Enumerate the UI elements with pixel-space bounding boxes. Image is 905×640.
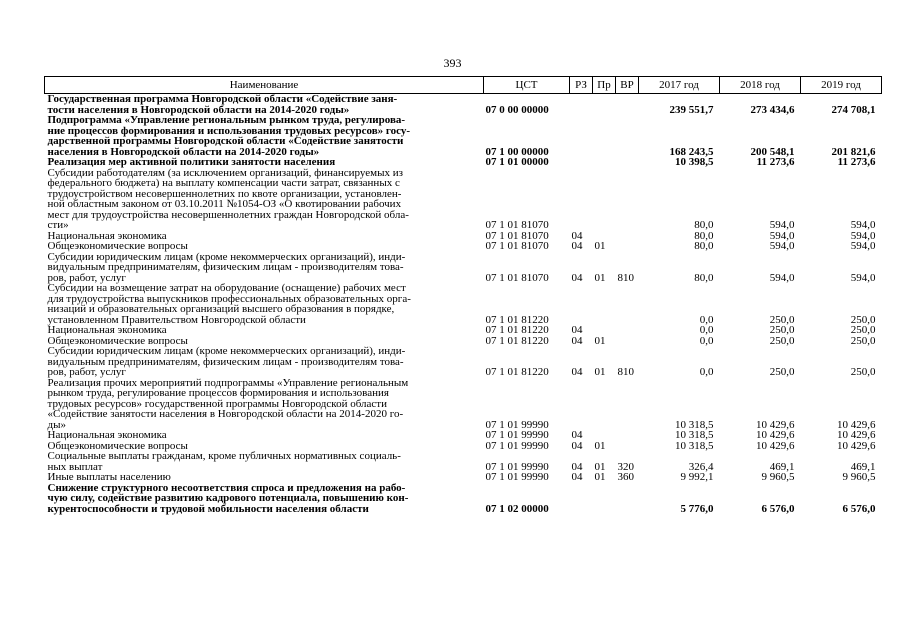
row-2017: 0,0 <box>699 313 714 326</box>
header-pr: Пр <box>593 77 616 94</box>
table-row <box>45 472 882 483</box>
row-2019: 201 821,6 <box>831 145 876 158</box>
row-vr <box>616 336 639 347</box>
row-rz: 04 <box>571 324 583 336</box>
table-row <box>45 252 882 284</box>
row-cst: 07 1 01 81070 <box>485 229 549 242</box>
row-2019: 469,1 <box>850 460 876 473</box>
row-name-line: Общеэкономические вопросы <box>47 240 188 252</box>
row-rz: 04 <box>571 429 583 441</box>
row-2019: 274 708,1 <box>831 103 876 116</box>
row-name-line: установленном Правительством Новгородской области <box>47 313 306 326</box>
row-2019: 10 429,6 <box>837 429 876 441</box>
row-2019: 250,0 <box>850 366 876 378</box>
row-rz <box>570 115 593 157</box>
row-vr: 360 <box>617 471 634 483</box>
row-cst: 07 1 01 00000 <box>485 156 549 168</box>
row-2019: 6 576,0 <box>842 502 876 515</box>
row-pr <box>593 378 616 431</box>
row-name-line: Субсидии юридическим лицам (кроме некоммерческих организаций), инди- <box>47 345 406 357</box>
row-2018: 250,0 <box>769 334 795 347</box>
row-vr: 810 <box>617 271 634 284</box>
row-name-line: чую силу, содействие развитию кадрового потенциала, повышению кон- <box>47 492 409 504</box>
page-number: 393 <box>443 56 462 70</box>
header-2017: 2017 год <box>639 77 720 94</box>
row-2018: 11 273,6 <box>756 156 795 168</box>
row-2017: 80,0 <box>694 219 714 231</box>
row-name-line: видуальным предпринимателям, физическим лицам - производителям това- <box>47 261 404 273</box>
row-name <box>45 94 484 116</box>
row-2018: 250,0 <box>769 366 795 378</box>
row-cst: 07 0 00 00000 <box>485 103 549 116</box>
table-row <box>45 325 882 336</box>
row-cst: 07 1 01 81220 <box>485 334 549 347</box>
row-rz: 04 <box>571 240 583 252</box>
row-cst: 07 1 01 99990 <box>485 471 549 483</box>
row-2018: 250,0 <box>769 324 795 336</box>
row-2019: 10 429,6 <box>837 418 876 431</box>
row-2019: 594,0 <box>850 271 876 284</box>
row-vr <box>616 378 639 431</box>
row-name-line: рынком труда, регулирование процессов формирования и использования <box>47 387 389 399</box>
row-cst: 07 1 01 81220 <box>485 313 549 326</box>
row-name <box>45 241 484 252</box>
row-name <box>45 283 484 325</box>
row-pr: 01 <box>594 439 606 452</box>
table-row <box>45 483 882 515</box>
row-cst: 07 1 01 81220 <box>485 324 549 336</box>
row-name-line: видуальным предпринимателям, физическим лицам - производителям това- <box>47 355 404 368</box>
row-name <box>45 378 484 431</box>
row-cst: 07 1 01 81070 <box>485 240 549 252</box>
row-rz <box>570 94 593 116</box>
row-name-line: Субсидии юридическим лицам (кроме некоммерческих организаций), инди- <box>47 250 406 263</box>
row-vr <box>616 325 639 336</box>
row-cst: 07 1 01 81220 <box>485 366 549 378</box>
row-2017: 10 318,5 <box>675 429 714 441</box>
row-vr <box>616 157 639 168</box>
row-name-line: ров, работ, услуг <box>47 366 126 378</box>
row-2019: 594,0 <box>850 229 876 242</box>
row-name-line: Общеэкономические вопросы <box>47 334 188 347</box>
row-name-line: курентоспособности и трудовой мобильности населения области <box>47 502 369 515</box>
row-2017: 10 318,5 <box>675 439 714 452</box>
row-name-line: Реализация мер активной политики занятости населения <box>47 156 336 168</box>
row-2018: 594,0 <box>769 229 795 242</box>
row-2017: 10 398,5 <box>675 156 714 168</box>
row-rz: 04 <box>571 471 583 483</box>
table-row <box>45 241 882 252</box>
row-pr: 01 <box>594 271 606 284</box>
row-cst: 07 1 02 00000 <box>485 502 549 515</box>
row-2018: 273 434,6 <box>750 103 795 116</box>
header-cst: ЦСТ <box>484 77 570 94</box>
table-header-row <box>45 77 882 94</box>
row-vr: 320 <box>617 460 634 473</box>
row-name-line: Государственная программа Новгородской области «Содействие заня- <box>47 93 398 105</box>
row-rz: 04 <box>571 229 583 242</box>
table-row <box>45 157 882 168</box>
row-2019: 9 960,5 <box>842 471 876 483</box>
row-name <box>45 430 484 441</box>
row-cst: 07 1 00 00000 <box>485 145 549 158</box>
row-name-line: ной областным законом от 03.10.2011 №1054-ОЗ «О квотировании рабочих <box>47 198 402 210</box>
row-cst: 07 1 01 99990 <box>485 429 549 441</box>
row-pr <box>593 325 616 336</box>
row-cst: 07 1 01 99990 <box>485 418 549 431</box>
row-name-line: Национальная экономика <box>47 229 167 242</box>
row-rz <box>570 378 593 431</box>
header-rz: РЗ <box>570 77 593 94</box>
row-pr <box>593 115 616 157</box>
row-2017: 80,0 <box>694 229 714 242</box>
row-pr <box>593 168 616 231</box>
row-name-line: трудовых ресурсов» государственной программы Новгородской области <box>47 397 387 410</box>
row-2018: 250,0 <box>769 313 795 326</box>
row-name-line: Иные выплаты населению <box>47 471 171 483</box>
row-cst: 07 1 01 81070 <box>485 219 549 231</box>
row-name-line: Субсидии работодателям (за исключением организаций, финансируемых из <box>47 166 403 179</box>
table-row <box>45 451 882 472</box>
row-name-line: Национальная экономика <box>47 429 167 441</box>
row-cst: 07 1 01 99990 <box>485 460 549 473</box>
table-row <box>45 115 882 157</box>
row-2017: 0,0 <box>699 366 714 378</box>
row-vr <box>616 483 639 515</box>
row-2019: 10 429,6 <box>837 439 876 452</box>
row-2018: 9 960,5 <box>761 471 795 483</box>
row-cst: 07 1 01 99990 <box>485 439 549 452</box>
row-rz <box>570 157 593 168</box>
row-rz: 04 <box>571 366 583 378</box>
row-name-line: ров, работ, услуг <box>47 271 126 284</box>
row-name <box>45 157 484 168</box>
row-name-line: «Содействие занятости населения в Новгородской области на 2014-2020 го- <box>47 408 404 420</box>
table-row <box>45 430 882 441</box>
row-2017: 5 776,0 <box>680 502 714 515</box>
table-row <box>45 378 882 431</box>
row-name-line: ние процессов формирования и использования трудовых ресурсов» госу- <box>47 124 411 137</box>
row-2017: 80,0 <box>694 240 714 252</box>
row-pr: 01 <box>594 460 606 473</box>
row-2018: 594,0 <box>769 219 795 231</box>
row-vr <box>616 94 639 116</box>
row-name <box>45 451 484 472</box>
row-name <box>45 252 484 284</box>
row-name <box>45 472 484 483</box>
row-name <box>45 325 484 336</box>
row-name-line: тости населения в Новгородской области на 2014-2020 годы» <box>47 103 350 116</box>
row-pr <box>593 483 616 515</box>
row-pr: 01 <box>594 366 606 378</box>
row-name-line: мест для трудоустройства несовершеннолетних граждан Новгородской обла- <box>47 208 409 221</box>
row-name-line: Общеэкономические вопросы <box>47 439 188 452</box>
row-pr <box>593 430 616 441</box>
row-name <box>45 483 484 515</box>
row-name-line: Реализация прочих мероприятий подпрограммы «Управление региональным <box>47 376 409 389</box>
row-name-line: Снижение структурного несоответствия спроса и предложения на рабо- <box>47 481 406 494</box>
row-vr <box>616 241 639 252</box>
row-rz <box>570 283 593 325</box>
row-2019: 250,0 <box>850 334 876 347</box>
row-vr <box>616 283 639 325</box>
row-rz <box>570 483 593 515</box>
row-2017: 0,0 <box>699 324 714 336</box>
row-2019: 594,0 <box>850 240 876 252</box>
row-2018: 10 429,6 <box>756 429 795 441</box>
row-name <box>45 346 484 378</box>
row-pr: 01 <box>594 240 606 252</box>
row-vr <box>616 168 639 231</box>
row-vr: 810 <box>617 366 634 378</box>
row-rz: 04 <box>571 334 583 347</box>
row-2017: 326,4 <box>688 460 714 473</box>
row-rz: 04 <box>571 439 583 452</box>
row-pr: 01 <box>594 471 606 483</box>
row-2018: 10 429,6 <box>756 439 795 452</box>
row-2017: 80,0 <box>694 271 714 284</box>
row-name-line: низаций и образовательных организаций высшего образования в порядке, <box>47 303 395 315</box>
header-2019: 2019 год <box>801 77 882 94</box>
row-2019: 250,0 <box>850 324 876 336</box>
row-2019: 594,0 <box>850 219 876 231</box>
row-2019: 11 273,6 <box>837 156 876 168</box>
row-vr <box>616 430 639 441</box>
row-pr <box>593 157 616 168</box>
budget-table <box>44 76 882 514</box>
header-name: Наименование <box>45 77 484 94</box>
row-name-line: сти» <box>47 219 69 231</box>
row-name-line: Национальная экономика <box>47 324 167 336</box>
row-name-line: дарственной программы Новгородской области «Содействие занятости <box>47 135 404 147</box>
row-2017: 10 318,5 <box>675 418 714 431</box>
row-cst: 07 1 01 81070 <box>485 271 549 284</box>
header-vr: ВР <box>616 77 639 94</box>
row-name-line: федерального бюджета) на выплату компенсации части затрат, связанных с <box>47 177 400 189</box>
header-2018: 2018 год <box>720 77 801 94</box>
row-2017: 9 992,1 <box>680 471 714 483</box>
row-name-line: Субсидии на возмещение затрат на оборудование (оснащение) рабочих мест <box>47 282 406 294</box>
row-2018: 594,0 <box>769 271 795 284</box>
row-rz: 04 <box>571 460 583 473</box>
row-2017: 0,0 <box>699 334 714 347</box>
row-name-line: для трудоустройства выпускников профессиональных образовательных орга- <box>47 292 411 305</box>
row-vr <box>616 441 639 452</box>
table-row <box>45 168 882 231</box>
row-name-line: ды» <box>47 418 66 431</box>
row-name-line: ных выплат <box>47 460 103 473</box>
row-name <box>45 168 484 231</box>
row-name-line: Социальные выплаты гражданам, кроме публичных нормативных социаль- <box>47 450 401 462</box>
row-2019: 250,0 <box>850 313 876 326</box>
table-row <box>45 346 882 378</box>
row-2018: 6 576,0 <box>761 502 795 515</box>
row-rz: 04 <box>571 271 583 284</box>
row-vr <box>616 115 639 157</box>
row-rz <box>570 168 593 231</box>
row-2017: 239 551,7 <box>669 103 714 116</box>
row-pr <box>593 283 616 325</box>
row-name <box>45 115 484 157</box>
row-2018: 200 548,1 <box>750 145 795 158</box>
row-2018: 594,0 <box>769 240 795 252</box>
row-pr: 01 <box>594 334 606 347</box>
row-2018: 10 429,6 <box>756 418 795 431</box>
row-2018: 469,1 <box>769 460 795 473</box>
table-row <box>45 94 882 116</box>
row-name-line: Подпрограмма «Управление региональным рынком труда, регулирова- <box>47 114 406 126</box>
row-name-line: трудоустройством несовершеннолетних по квоте организации, установлен- <box>47 187 402 200</box>
row-2017: 168 243,5 <box>669 145 714 158</box>
row-pr <box>593 94 616 116</box>
table-row <box>45 283 882 325</box>
row-vr <box>616 231 639 242</box>
row-name-line: населения в Новгородской области на 2014-2020 годы» <box>47 145 320 158</box>
